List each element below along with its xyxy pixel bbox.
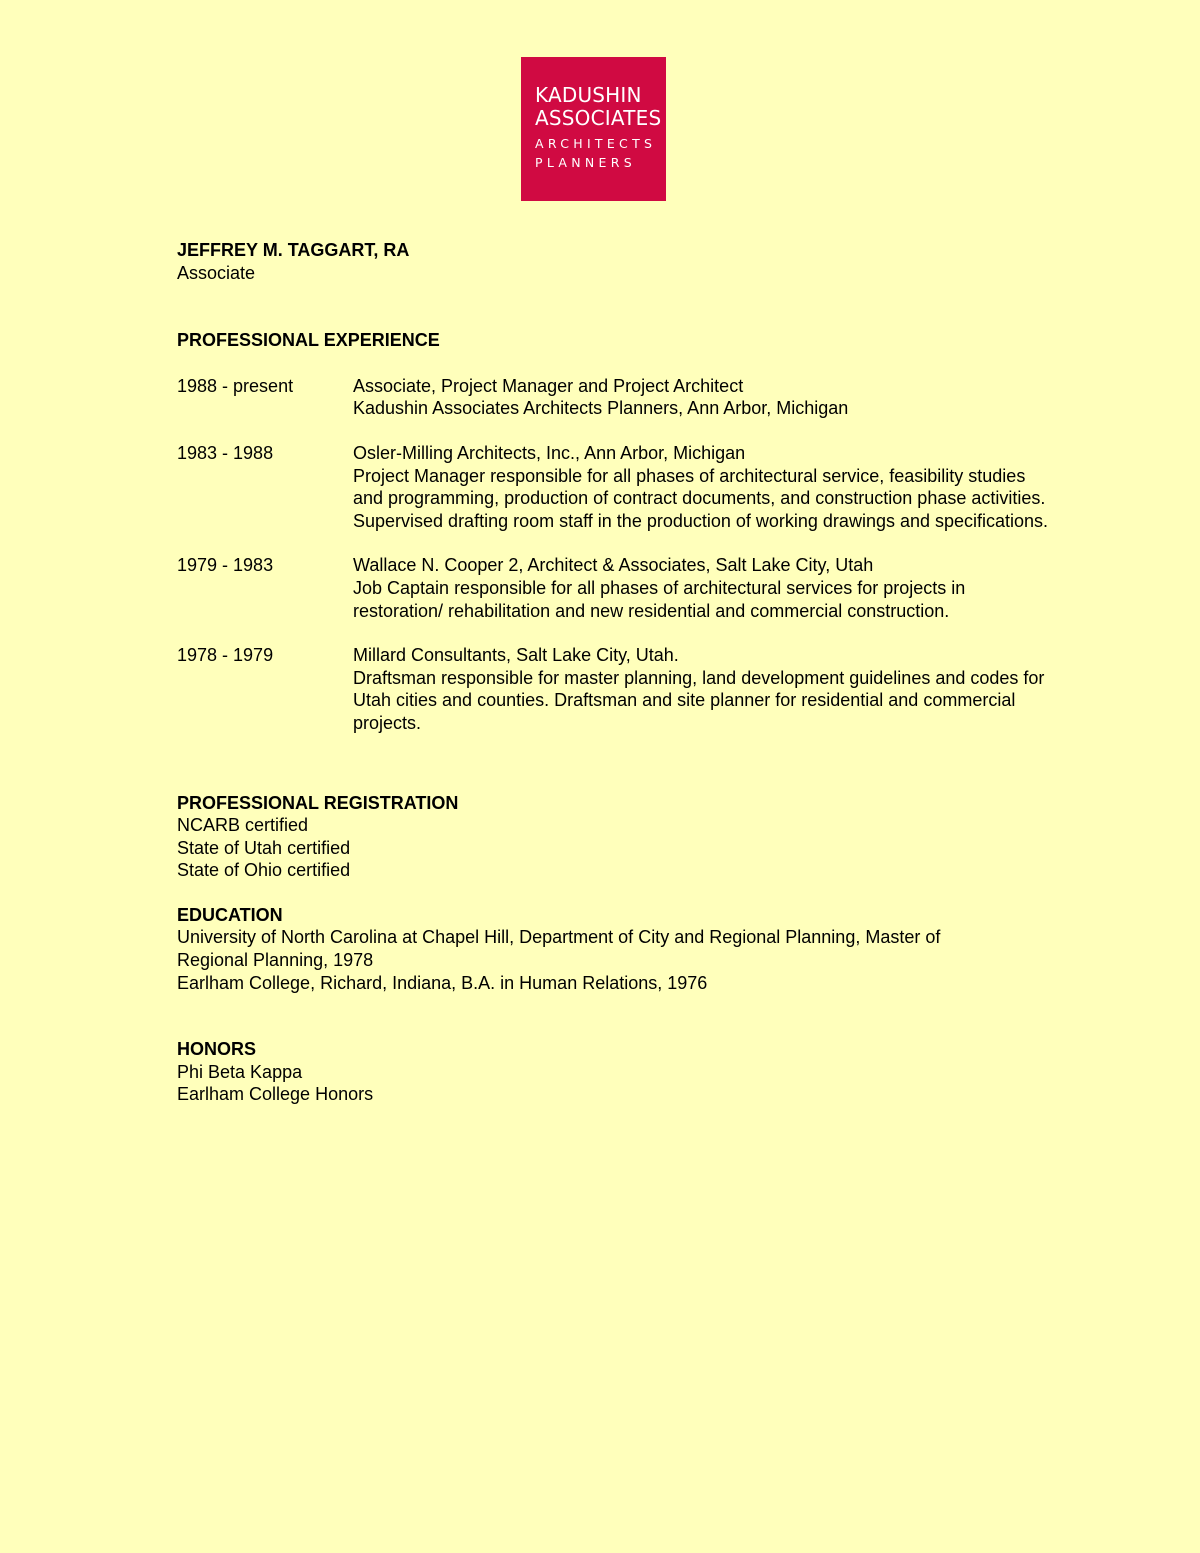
- honors-heading: HONORS: [177, 1039, 257, 1060]
- experience-line: Osler-Milling Architects, Inc., Ann Arbor, Michigan: [353, 442, 746, 463]
- registration-item: State of Utah certified: [177, 837, 351, 858]
- experience-description: [353, 554, 1053, 622]
- education-item: Earlham College, Richard, Indiana, B.A. in Human Relations, 1976: [177, 972, 708, 993]
- experience-line: Millard Consultants, Salt Lake City, Utah.: [353, 645, 679, 666]
- experience-entry: [177, 644, 1057, 734]
- logo-line-planners: PLANNERS: [535, 155, 636, 170]
- registration-list: [177, 814, 1057, 882]
- experience-years: 1979 - 1983: [177, 555, 274, 576]
- experience-line: Kadushin Associates Architects Planners, Ann Arbor, Michigan: [353, 398, 849, 419]
- experience-years: 1978 - 1979: [177, 645, 274, 666]
- education-list: [177, 926, 1057, 994]
- experience-years: 1983 - 1988: [177, 442, 274, 463]
- registration-item: NCARB certified: [177, 815, 309, 836]
- experience-heading: PROFESSIONAL EXPERIENCE: [177, 330, 440, 351]
- company-logo: [521, 57, 666, 201]
- experience-years: 1988 - present: [177, 375, 294, 396]
- person-title: Associate: [177, 262, 256, 283]
- honors-list: [177, 1061, 1057, 1106]
- registration-item: State of Ohio certified: [177, 860, 351, 881]
- experience-description: [353, 442, 1053, 532]
- experience-line: Associate, Project Manager and Project Architect: [353, 375, 744, 396]
- person-name: JEFFREY M. TAGGART, RA: [177, 240, 410, 260]
- logo-line-kadushin: KADUSHIN: [535, 83, 642, 107]
- experience-entry: [177, 554, 1057, 622]
- experience-description: [353, 375, 1053, 420]
- honors-item: Phi Beta Kappa: [177, 1061, 303, 1082]
- experience-line: Wallace N. Cooper 2, Architect & Associates, Salt Lake City, Utah: [353, 555, 874, 576]
- education-heading: EDUCATION: [177, 904, 283, 925]
- experience-line: Project Manager responsible for all phases of architectural service, feasibility studies and programming, production of contract documents, and construction phase activities. Supervised drafting room staff in the production of working drawings and specifications.: [353, 465, 1049, 531]
- experience-description: [353, 644, 1053, 734]
- education-item: University of North Carolina at Chapel Hill, Department of City and Regional Planning, Master of Regional Planning, 1978: [177, 927, 941, 971]
- logo-line-associates: ASSOCIATES: [535, 106, 662, 130]
- registration-heading: PROFESSIONAL REGISTRATION: [177, 792, 459, 813]
- logo-line-architects: ARCHITECTS: [535, 136, 657, 151]
- honors-item: Earlham College Honors: [177, 1084, 374, 1105]
- experience-entry: [177, 442, 1057, 532]
- experience-line: Job Captain responsible for all phases of architectural services for projects in restoration/ rehabilitation and new residential and commercial construction.: [353, 577, 966, 621]
- experience-line: Draftsman responsible for master planning, land development guidelines and codes for Utah cities and counties. Draftsman and site planner for residential and commercial projects.: [353, 667, 1045, 733]
- experience-entry: [177, 375, 1057, 420]
- experience-list: [177, 375, 1057, 735]
- resume-content: [177, 239, 1057, 1106]
